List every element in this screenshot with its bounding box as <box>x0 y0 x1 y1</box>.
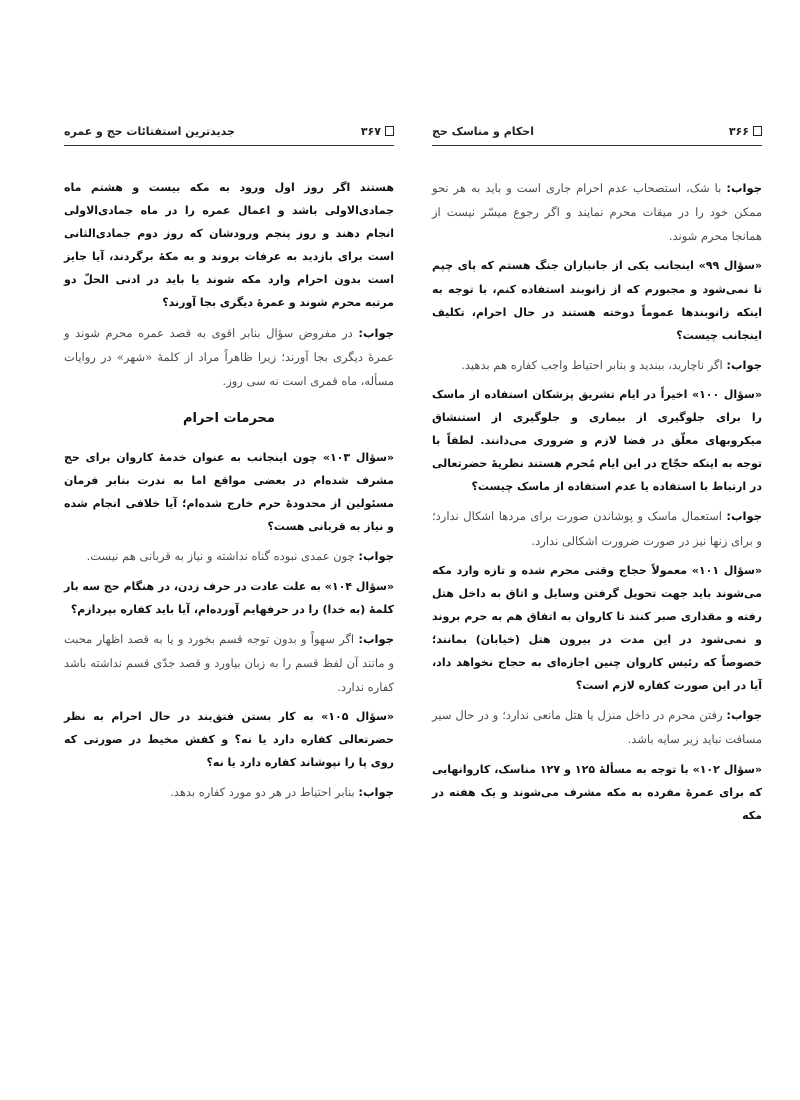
answer-paragraph: جواب: رفتن محرم در داخل منزل یا هتل مانعی ندارد؛ و در حال سیر مسافت نباید زیر سایه باشد. <box>432 708 762 747</box>
square-bullet-icon <box>753 126 762 136</box>
question-paragraph: «سؤال ۱۰۰» اخیراً در ایام تشریق پزشکان استفاده از ماسک را برای جلوگیری از بیماری و جلوگیری از استنشاق میکروبهای معلّق در فضا لازم و ضروری می‌دانند. لطفاً با توجه به اینکه حجّاج در این ایام مُحرم هستند نظریهٔ حضرتعالی در ارتباط با استفاده یا عدم استفاده از ماسک چیست؟ <box>432 387 762 494</box>
question-paragraph: «سؤال ۱۰۳» چون اینجانب به عنوان خدمهٔ کاروان برای حج مشرف شده‌ام در بعضی مواقع اما به ندرت بنابر فرمان مسئولین از محدودهٔ حرم خارج شده‌ام؛ آیا خلافی انجام شده و نیاز به قربانی هست؟ <box>64 450 395 534</box>
page-content <box>432 176 762 827</box>
left-page <box>64 120 394 1000</box>
running-title: احکام و مناسک حج <box>432 124 534 138</box>
page-number: ۳۶۶ <box>728 124 749 138</box>
question-paragraph: «سؤال ۱۰۲» با توجه به مسألهٔ ۱۲۵ و ۱۲۷ مناسک، کاروانهایی که برای عمرهٔ مفرده به مکه مشرف می‌شوند و یک هفته در مکه <box>432 762 762 822</box>
right-page <box>432 120 762 1000</box>
page-number-group <box>729 125 762 138</box>
running-title: جدیدترین استفتائات حج و عمره <box>64 124 235 138</box>
answer-paragraph: جواب: اگر سهواً و بدون توجه قسم بخورد و یا به قصد اظهار محبت و مانند آن لفظ قسم را به زبان بیاورد و قصد جدّی قسم نداشته باشد کفاره ندارد. <box>64 631 394 694</box>
page-header <box>432 120 762 146</box>
square-bullet-icon <box>385 126 394 136</box>
page-number: ۳۶۷ <box>360 124 381 138</box>
answer-paragraph: جواب: اگر ناچارید، ببندید و بنابر احتیاط واجب کفاره هم بدهید. <box>461 357 762 372</box>
page-number-group <box>361 125 394 138</box>
question-paragraph: «سؤال ۹۹» اینجانب یکی از جانبازان جنگ هستم که پای چپم تا نمی‌شود و مجبورم که از زانوبند استفاده کنم، با توجه به اینکه زانوبندها عموماً دوخته هستند در حال احرام، تکلیف اینجانب چیست؟ <box>432 259 763 342</box>
answer-paragraph: جواب: با شک، استصحاب عدم احرام جاری است و باید به هر نحو ممکن خود را در میقات محرم نمایند و اگر رجوع میسّر نیست از همانجا محرم شوند. <box>432 181 762 244</box>
question-paragraph: «سؤال ۱۰۱» معمولاً حجاج وقتی محرم شده و تازه وارد مکه می‌شوند باید جهت تحویل گرفتن وسایل و اتاق به داخل هتل رفته و مقداری صبر کنند تا کاروان به اتفاق هم به حرم بروند و نمی‌شود در این مدت در بیرون هتل (خیابان) بمانند؛ خصوصاً که رئیس کاروان چنین اجازه‌ای به حجاج نخواهد داد، آیا در این صورت کفاره لازم است؟ <box>432 563 762 693</box>
question-paragraph: «سؤال ۱۰۴» به علت عادت در حرف زدن، در هنگام حج سه بار کلمهٔ (به خدا) را در حرفهایم آورده‌ام، آیا باید کفاره بپردازم؟ <box>64 579 395 616</box>
page-header <box>64 120 394 146</box>
section-heading: محرمات احرام <box>183 410 275 426</box>
page-content <box>64 176 394 805</box>
answer-paragraph: جواب: چون عمدی نبوده گناه نداشته و نیاز به قربانی هم نیست. <box>86 549 394 564</box>
answer-paragraph: جواب: بنابر احتیاط در هر دو مورد کفاره بدهد. <box>170 785 394 800</box>
question-paragraph: «سؤال ۱۰۵» به کار بستن فتق‌بند در حال احرام به نظر حضرتعالی کفاره دارد یا نه؟ و کفش مخیط در صورتی که روی پا را نپوشاند کفاره دارد یا نه؟ <box>64 710 394 770</box>
answer-paragraph: جواب: در مفروض سؤال بنابر اقوی به قصد عمره محرم شوند و عمرهٔ دیگری بجا آورند؛ زیرا ظاهراً مراد از کلمهٔ «شهر» در روایات مسأله، ماه قمری است نه سی روز. <box>64 325 394 388</box>
question-paragraph: هستند اگر روز اول ورود به مکه بیست و هشتم ماه جمادی‌الاولی باشد و اعمال عمره را در ماه جمادی‌الاولی انجام دهند و روز پنجم ورودشان که روز دوم جمادی‌الثانی است برای بازدید به عرفات بروند و به مکهٔ برگردند، آیا جایز است بدون احرام وارد مکه شوند یا باید در ادنی الحلّ دو مرتبه محرم شوند و عمرهٔ دیگری بجا آورند؟ <box>64 181 394 310</box>
answer-paragraph: جواب: استعمال ماسک و پوشاندن صورت برای مردها اشکال ندارد؛ و برای زنها نیز در صورت ضرورت اشکالی ندارد. <box>432 509 762 548</box>
